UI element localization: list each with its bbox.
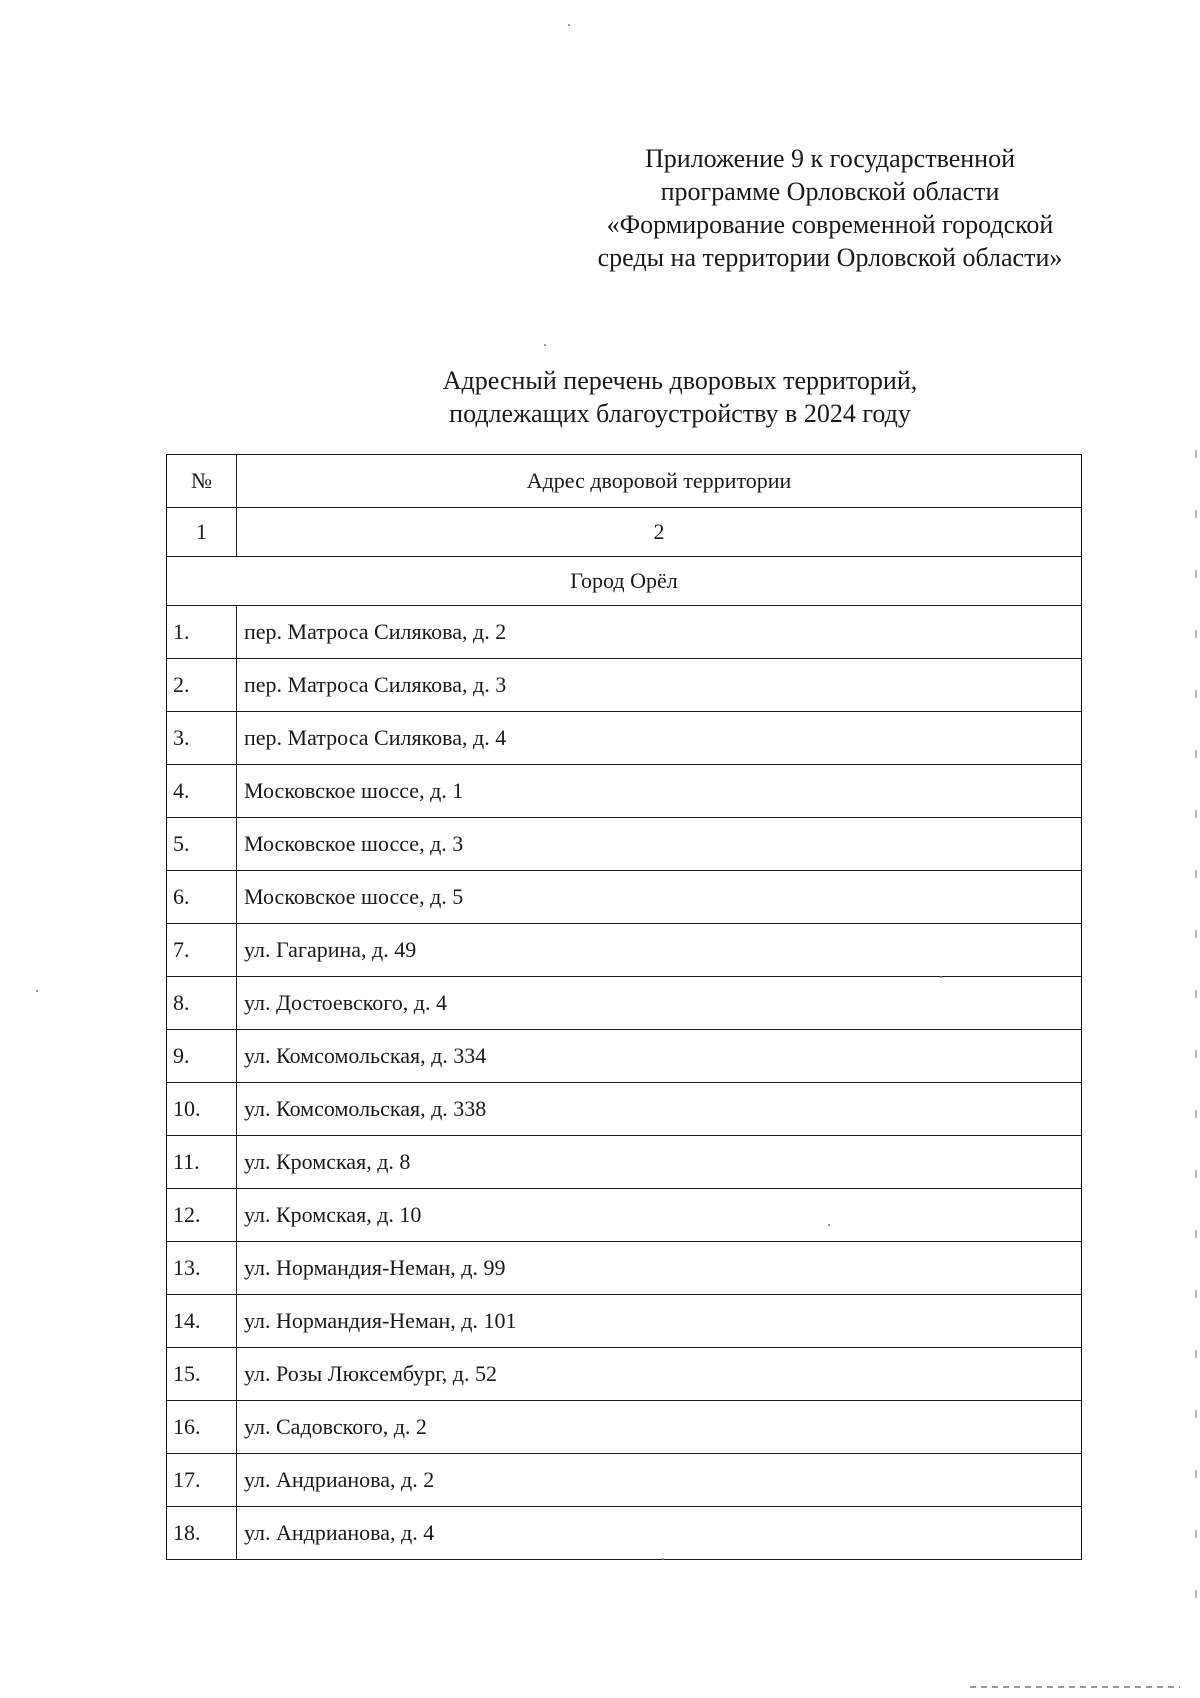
row-address: пер. Матроса Силякова, д. 3 bbox=[237, 659, 1082, 712]
row-number: 11. bbox=[167, 1136, 237, 1189]
table-row bbox=[167, 1295, 1082, 1348]
appendix-note bbox=[560, 142, 1100, 274]
appendix-line: «Формирование современной городской bbox=[606, 210, 1054, 239]
row-address: пер. Матроса Силякова, д. 2 bbox=[237, 606, 1082, 659]
table-row bbox=[167, 818, 1082, 871]
row-number: 7. bbox=[167, 924, 237, 977]
scan-bottom-marks bbox=[970, 1686, 1180, 1688]
scan-speck bbox=[828, 1224, 830, 1226]
table-row bbox=[167, 871, 1082, 924]
table-row bbox=[167, 1401, 1082, 1454]
row-number: 12. bbox=[167, 1189, 237, 1242]
title-line: Адресный перечень дворовых территорий, bbox=[442, 366, 918, 395]
table-row bbox=[167, 659, 1082, 712]
table-row bbox=[167, 1189, 1082, 1242]
column-index-row bbox=[167, 508, 1082, 557]
table-row bbox=[167, 1454, 1082, 1507]
row-number: 17. bbox=[167, 1454, 237, 1507]
row-address: ул. Кромская, д. 8 bbox=[237, 1136, 1082, 1189]
table-row bbox=[167, 924, 1082, 977]
table-row bbox=[167, 606, 1082, 659]
table-row bbox=[167, 1083, 1082, 1136]
address-table bbox=[166, 454, 1082, 1560]
section-title: Город Орёл bbox=[167, 557, 1082, 606]
column-index-address: 2 bbox=[237, 508, 1082, 557]
document-title bbox=[300, 364, 1060, 430]
row-number: 6. bbox=[167, 871, 237, 924]
appendix-line: программе Орловской области bbox=[660, 177, 1000, 206]
row-number: 1. bbox=[167, 606, 237, 659]
row-number: 4. bbox=[167, 765, 237, 818]
header-number: № bbox=[167, 455, 237, 508]
row-number: 5. bbox=[167, 818, 237, 871]
table-row bbox=[167, 1136, 1082, 1189]
title-line: подлежащих благоустройству в 2024 году bbox=[449, 399, 911, 428]
row-number: 8. bbox=[167, 977, 237, 1030]
table-row bbox=[167, 1507, 1082, 1560]
table-row bbox=[167, 712, 1082, 765]
row-address: ул. Гагарина, д. 49 bbox=[237, 924, 1082, 977]
row-number: 9. bbox=[167, 1030, 237, 1083]
row-number: 18. bbox=[167, 1507, 237, 1560]
row-address: ул. Комсомольская, д. 338 bbox=[237, 1083, 1082, 1136]
row-address: ул. Достоевского, д. 4 bbox=[237, 977, 1082, 1030]
table-row bbox=[167, 765, 1082, 818]
row-number: 16. bbox=[167, 1401, 237, 1454]
row-address: ул. Андрианова, д. 2 bbox=[237, 1454, 1082, 1507]
table-row bbox=[167, 1348, 1082, 1401]
row-address: ул. Андрианова, д. 4 bbox=[237, 1507, 1082, 1560]
row-address: Московское шоссе, д. 3 bbox=[237, 818, 1082, 871]
row-address: Московское шоссе, д. 1 bbox=[237, 765, 1082, 818]
row-address: ул. Нормандия-Неман, д. 101 bbox=[237, 1295, 1082, 1348]
row-address: ул. Комсомольская, д. 334 bbox=[237, 1030, 1082, 1083]
scan-speck bbox=[544, 344, 546, 346]
scan-speck bbox=[662, 1558, 664, 1560]
column-index-number: 1 bbox=[167, 508, 237, 557]
scan-speck bbox=[568, 24, 570, 26]
scan-speck bbox=[36, 990, 38, 992]
table-row bbox=[167, 1030, 1082, 1083]
table-header-row bbox=[167, 455, 1082, 508]
row-address: ул. Кромская, д. 10 bbox=[237, 1189, 1082, 1242]
row-number: 3. bbox=[167, 712, 237, 765]
row-address: пер. Матроса Силякова, д. 4 bbox=[237, 712, 1082, 765]
appendix-line: Приложение 9 к государственной bbox=[645, 144, 1015, 173]
row-address: ул. Розы Люксембург, д. 52 bbox=[237, 1348, 1082, 1401]
row-address: ул. Садовского, д. 2 bbox=[237, 1401, 1082, 1454]
row-number: 14. bbox=[167, 1295, 237, 1348]
scan-edge-marks bbox=[1195, 450, 1197, 1600]
table-row bbox=[167, 1242, 1082, 1295]
row-number: 15. bbox=[167, 1348, 237, 1401]
scan-speck bbox=[940, 976, 942, 978]
row-number: 2. bbox=[167, 659, 237, 712]
appendix-line: среды на территории Орловской области» bbox=[597, 243, 1063, 272]
section-row bbox=[167, 557, 1082, 606]
header-address: Адрес дворовой территории bbox=[237, 455, 1082, 508]
table-row bbox=[167, 977, 1082, 1030]
row-address: Московское шоссе, д. 5 bbox=[237, 871, 1082, 924]
row-number: 10. bbox=[167, 1083, 237, 1136]
row-number: 13. bbox=[167, 1242, 237, 1295]
row-address: ул. Нормандия-Неман, д. 99 bbox=[237, 1242, 1082, 1295]
